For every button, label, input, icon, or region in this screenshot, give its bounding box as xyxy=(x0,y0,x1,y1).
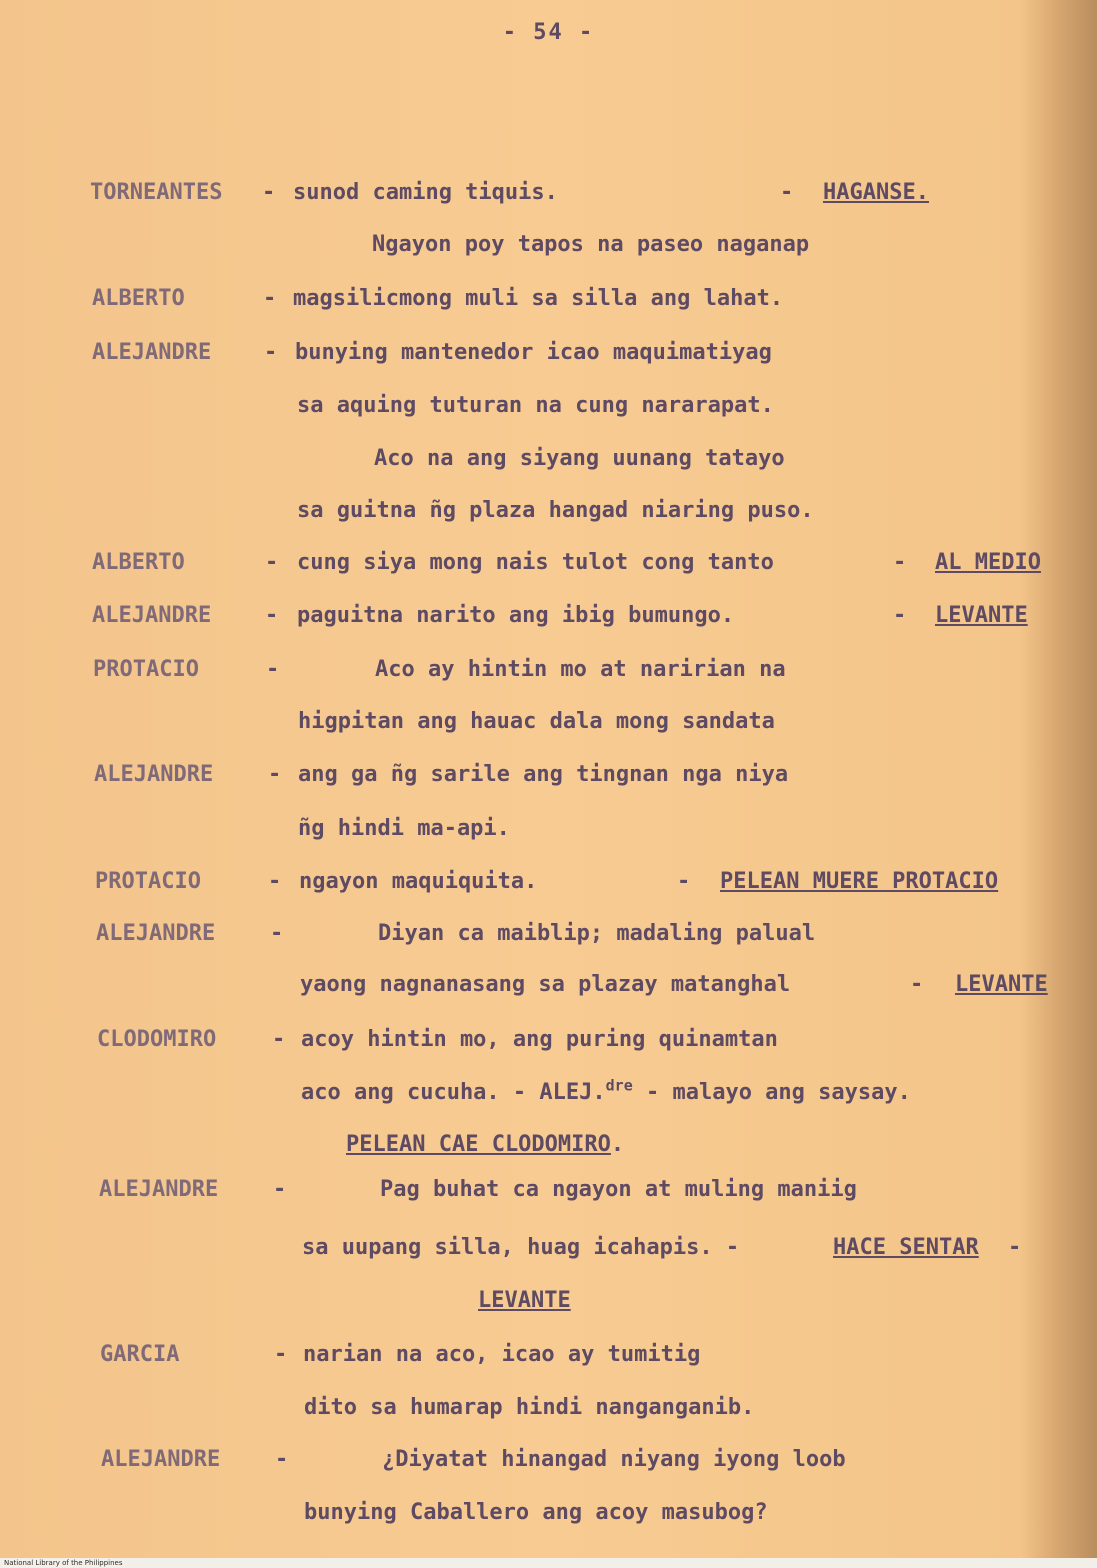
dialogue-text: sa aquing tuturan na cung nararapat. xyxy=(297,393,774,418)
script-line xyxy=(0,1500,1097,1534)
speaker-name: ALEJANDRE xyxy=(101,1447,221,1472)
direction-dash: - xyxy=(780,180,794,205)
dialogue-text: Ngayon poy tapos na paseo naganap xyxy=(372,232,810,257)
dialogue-text: yaong nagnanasang sa plazay matanghal xyxy=(300,972,791,997)
speaker-name: TORNEANTES xyxy=(90,180,223,205)
dialogue-dash: - xyxy=(263,286,277,311)
dialogue-dash: - xyxy=(265,550,279,575)
stage-direction: LEVANTE xyxy=(478,1288,571,1313)
dialogue-dash: - xyxy=(264,340,278,365)
dialogue-text: ang ga ñg sarile ang tingnan nga niya xyxy=(298,762,789,787)
speaker-name: ALEJANDRE xyxy=(99,1177,219,1202)
script-line xyxy=(0,762,1097,796)
dialogue-dash: - xyxy=(272,1027,286,1052)
dialogue-dash: - xyxy=(268,869,282,894)
script-line xyxy=(0,869,1097,903)
direction-dash: - xyxy=(893,603,907,628)
direction-dash: - xyxy=(893,550,907,575)
dialogue-text: Aco ay hintin mo at naririan na xyxy=(375,657,786,682)
dialogue-text: ¿Diyatat hinangad niyang iyong loob xyxy=(382,1447,846,1472)
script-line xyxy=(0,1288,1097,1322)
dialogue-dash: - xyxy=(274,1342,288,1367)
script-line xyxy=(0,1447,1097,1481)
page-number: - 54 - xyxy=(502,20,595,45)
script-line xyxy=(0,1235,1097,1269)
dialogue-text-part: - malayo ang saysay. xyxy=(632,1080,911,1105)
dialogue-text: sunod caming tiquis. xyxy=(293,180,558,205)
dialogue-dash: - xyxy=(273,1177,287,1202)
script-line xyxy=(0,1132,1097,1166)
abbreviation-superscript: dre xyxy=(605,1076,633,1095)
script-line xyxy=(0,921,1097,955)
script-line xyxy=(0,550,1097,584)
stage-direction: PELEAN CAE CLODOMIRO xyxy=(346,1132,611,1157)
script-line xyxy=(0,1177,1097,1211)
stage-direction: HAGANSE. xyxy=(823,180,929,205)
stage-direction-line xyxy=(346,1132,624,1157)
speaker-name: ALEJANDRE xyxy=(94,762,214,787)
script-line xyxy=(0,232,1097,266)
dialogue-text: cung siya mong nais tulot cong tanto xyxy=(297,550,774,575)
dialogue-text-part: aco ang cucuha. - ALEJ. xyxy=(301,1080,606,1105)
direction-suffix: - xyxy=(1008,1235,1022,1260)
script-line xyxy=(0,446,1097,480)
direction-suffix: . xyxy=(610,1132,625,1157)
dialogue-dash: - xyxy=(266,657,280,682)
speaker-name: GARCIA xyxy=(100,1342,180,1367)
dialogue-text: narian na aco, icao ay tumitig xyxy=(303,1342,701,1367)
stage-direction: LEVANTE xyxy=(935,603,1028,628)
speaker-name: CLODOMIRO xyxy=(97,1027,217,1052)
dialogue-text: Pag buhat ca ngayon at muling maniig xyxy=(380,1177,857,1202)
dialogue-text: ñg hindi ma-api. xyxy=(298,816,510,841)
script-line xyxy=(0,657,1097,691)
dialogue-text: dito sa humarap hindi nanganganib. xyxy=(304,1395,755,1420)
bottom-margin-strip xyxy=(0,1558,1097,1568)
dialogue-dash: - xyxy=(268,762,282,787)
dialogue-text xyxy=(301,1076,911,1105)
script-line xyxy=(0,709,1097,743)
dialogue-text: Aco na ang siyang uunang tatayo xyxy=(374,446,785,471)
speaker-name: ALEJANDRE xyxy=(92,603,212,628)
script-line xyxy=(0,1027,1097,1061)
stage-direction: LEVANTE xyxy=(955,972,1048,997)
dialogue-text: ngayon maquiquita. xyxy=(299,869,538,894)
script-line xyxy=(0,1076,1097,1114)
footer-credit: National Library of the Philippines xyxy=(4,1559,123,1567)
stage-direction: HACE SENTAR xyxy=(833,1235,979,1260)
dialogue-dash: - xyxy=(265,603,279,628)
dialogue-text: magsilicmong muli sa silla ang lahat. xyxy=(293,286,784,311)
dialogue-text: sa guitna ñg plaza hangad niaring puso. xyxy=(297,498,814,523)
dialogue-text: Diyan ca maiblip; madaling palual xyxy=(378,921,816,946)
script-line xyxy=(0,498,1097,532)
script-line xyxy=(0,180,1097,214)
speaker-name: ALBERTO xyxy=(92,550,185,575)
script-line xyxy=(0,1395,1097,1429)
dialogue-text: bunying mantenedor icao maquimatiyag xyxy=(295,340,772,365)
script-line xyxy=(0,972,1097,1006)
dialogue-dash: - xyxy=(270,921,284,946)
script-line xyxy=(0,603,1097,637)
dialogue-text: higpitan ang hauac dala mong sandata xyxy=(298,709,775,734)
stage-direction: PELEAN MUERE PROTACIO xyxy=(720,869,999,894)
dialogue-dash: - xyxy=(275,1447,289,1472)
dialogue-dash: - xyxy=(262,180,276,205)
dialogue-text: sa uupang silla, huag icahapis. - xyxy=(302,1235,740,1260)
stage-direction: AL MEDIO xyxy=(935,550,1041,575)
script-line xyxy=(0,340,1097,374)
dialogue-text: paguitna narito ang ibig bumungo. xyxy=(297,603,735,628)
direction-dash: - xyxy=(910,972,924,997)
speaker-name: ALEJANDRE xyxy=(92,340,212,365)
dialogue-text: bunying Caballero ang acoy masubog? xyxy=(304,1500,768,1525)
speaker-name: PROTACIO xyxy=(93,657,199,682)
dialogue-text: acoy hintin mo, ang puring quinamtan xyxy=(301,1027,778,1052)
script-line xyxy=(0,286,1097,320)
speaker-name: PROTACIO xyxy=(95,869,201,894)
script-line xyxy=(0,393,1097,427)
script-line xyxy=(0,1342,1097,1376)
speaker-name: ALBERTO xyxy=(92,286,185,311)
direction-dash: - xyxy=(677,869,691,894)
script-line xyxy=(0,816,1097,850)
speaker-name: ALEJANDRE xyxy=(96,921,216,946)
